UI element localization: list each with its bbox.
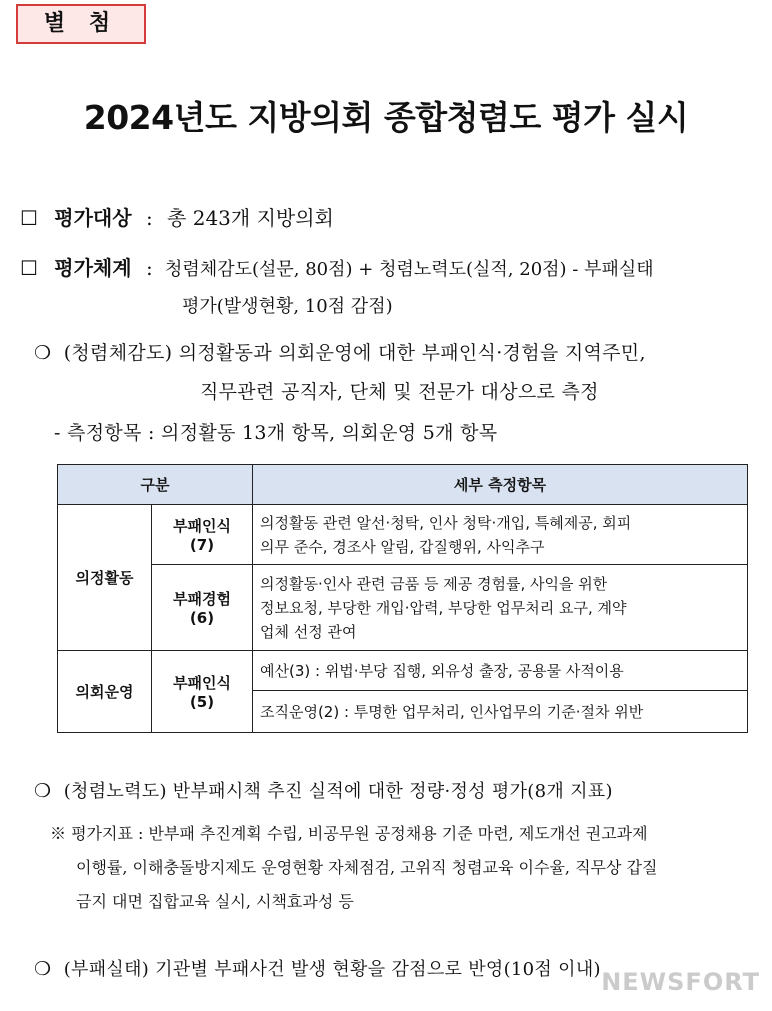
system-text-2: 평가(발생현황, 10점 감점)	[182, 296, 393, 317]
table-header-category: 구분	[58, 465, 253, 505]
effort-note-3: 금지 대면 집합교육 실시, 시책효과성 등	[76, 892, 354, 911]
table-row	[58, 651, 748, 691]
group-name-activity: 의정활동	[58, 505, 152, 651]
target-text: 총 243개 지방의회	[167, 206, 334, 230]
measurement-table	[57, 464, 748, 733]
system-label: 평가체계	[54, 256, 132, 280]
detail-line: 정보요청, 부당한 개입·압력, 부당한 업무처리 요구, 계약	[260, 598, 627, 617]
circle-bullet-icon: ❍	[34, 342, 52, 364]
checkbox-square-icon: ☐	[20, 206, 38, 230]
circle-bullet-icon: ❍	[34, 958, 52, 980]
system-line-1	[20, 252, 654, 281]
detail-line: 의정활동·인사 관련 금품 등 제공 경험률, 사익을 위한	[260, 574, 608, 593]
perception-text-1: (청렴체감도) 의정활동과 의회운영에 대한 부패인식·경험을 지역주민,	[63, 342, 646, 364]
item-count: (5)	[189, 693, 215, 711]
table-header-row	[58, 465, 748, 505]
system-separator: :	[145, 256, 153, 280]
detail-line: 업체 선정 관여	[260, 622, 357, 641]
detail-cell	[253, 565, 748, 651]
detail-line: 예산(3) : 위법·부당 집행, 외유성 출장, 공용물 사적이용	[253, 651, 748, 691]
sub-category-cell	[152, 505, 253, 565]
detail-line: 의무 준수, 경조사 알림, 갑질행위, 사익추구	[260, 537, 545, 556]
table-row	[58, 505, 748, 565]
item-count: (7)	[189, 536, 215, 554]
page-title: 2024년도 지방의회 종합청렴도 평가 실시	[83, 98, 689, 137]
effort-line	[34, 777, 613, 803]
effort-text: (청렴노력도) 반부패시책 추진 실적에 대한 정량·정성 평가(8개 지표)	[63, 781, 613, 802]
perception-line-1	[34, 338, 646, 365]
detail-line: 조직운영(2) : 투명한 업무처리, 인사업무의 기준·절차 위반	[253, 691, 748, 733]
circle-bullet-icon: ❍	[34, 780, 52, 802]
effort-note-2: 이행률, 이해충돌방지제도 운영현황 자체점검, 고위직 청렴교육 이수율, 직무상 갑질	[76, 858, 658, 877]
perception-text-2: 직무관련 공직자, 단체 및 전문가 대상으로 측정	[200, 381, 599, 403]
target-line	[20, 202, 334, 231]
detail-cell	[253, 505, 748, 565]
actual-text: (부패실태) 기관별 부패사건 발생 현황을 감점으로 반영(10점 이내)	[63, 959, 601, 980]
group-name-operation: 의회운영	[58, 651, 152, 733]
sub-category: 부패인식	[173, 674, 231, 692]
table-header-detail: 세부 측정항목	[253, 465, 748, 505]
system-text-1: 청렴체감도(설문, 80점) + 청렴노력도(실적, 20점) - 부패실태	[165, 259, 654, 280]
watermark-logo: NEWSFORT	[601, 968, 760, 996]
actual-line	[34, 955, 601, 981]
attachment-badge: 별 첨	[16, 4, 146, 44]
sub-category-cell	[152, 651, 253, 733]
measurement-items: - 측정항목 : 의정활동 13개 항목, 의회운영 5개 항목	[54, 422, 498, 444]
sub-category: 부패경험	[173, 590, 231, 608]
effort-note-1: ※ 평가지표 : 반부패 추진계획 수립, 비공무원 공정채용 기준 마련, 제도개선 권고과제	[50, 824, 648, 843]
target-label: 평가대상	[54, 206, 132, 230]
table-row	[58, 565, 748, 651]
sub-category-cell	[152, 565, 253, 651]
target-separator: :	[145, 206, 153, 230]
sub-category: 부패인식	[173, 517, 231, 535]
checkbox-square-icon: ☐	[20, 256, 38, 280]
detail-line: 의정활동 관련 알선·청탁, 인사 청탁·개입, 특혜제공, 회피	[260, 513, 632, 532]
item-count: (6)	[189, 609, 215, 627]
